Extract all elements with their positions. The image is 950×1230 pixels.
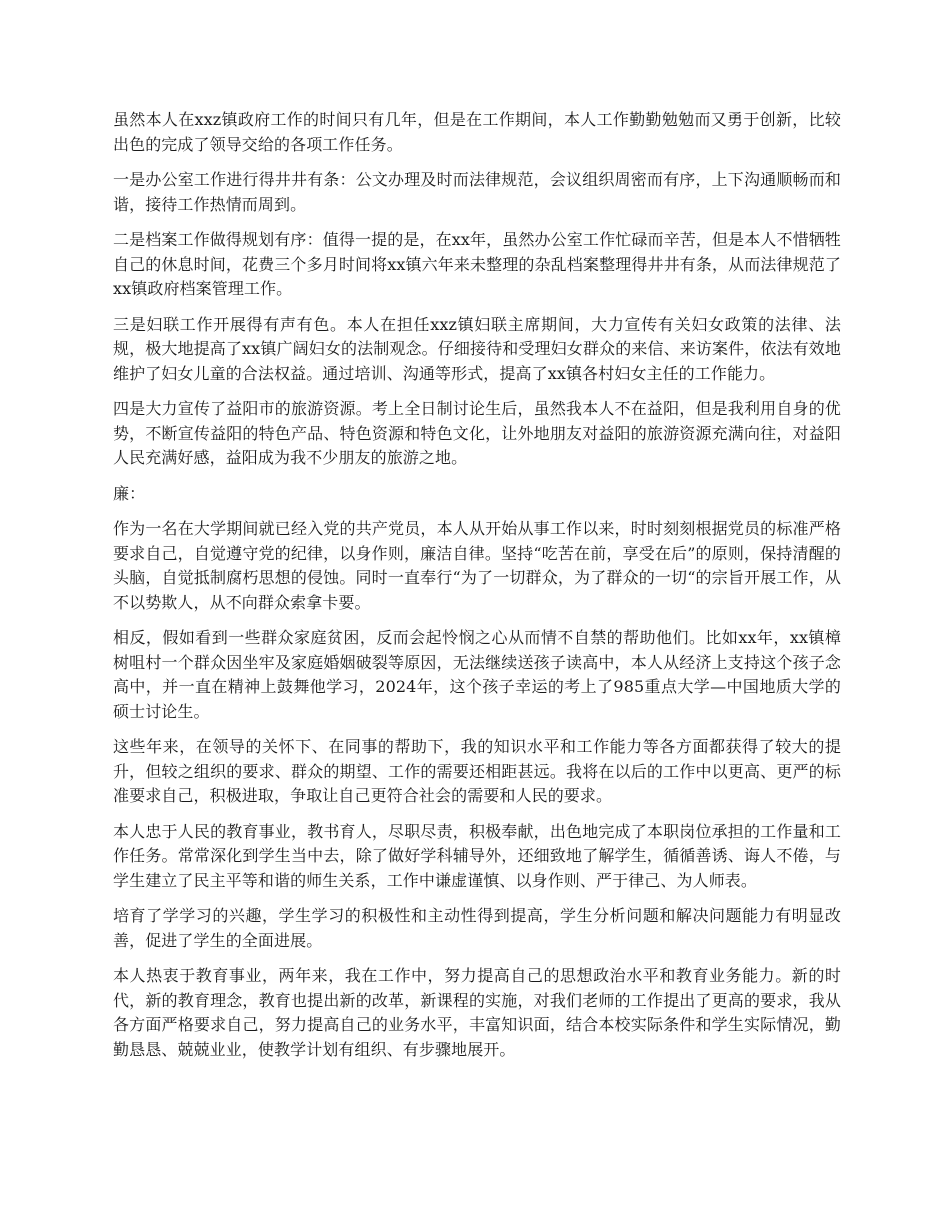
paragraph-5: 四是大力宣传了益阳市的旅游资源。考上全日制讨论生后，虽然我本人不在益阳，但是我利用自身的优势，不断宣传益阳的特色产品、特色资源和特色文化，让外地朋友对益阳的旅游资源充满向往，对益阳人民充满好感，益阳成为我不少朋友的旅游之地。 <box>113 399 841 467</box>
paragraph-8: 相反，假如看到一些群众家庭贫困，反而会起怜悯之心从而情不自禁的帮助他们。比如xx年，xx镇樟树咀村一个群众因坐牢及家庭婚姻破裂等原因，无法继续送孩子读高中，本人从经济上支持这个孩子念高中，并一直在精神上鼓舞他学习，2024年，这个孩子幸运的考上了985重点大学—中国地质大学的硕士讨论生。 <box>113 628 841 721</box>
paragraph-4: 三是妇联工作开展得有声有色。本人在担任xxz镇妇联主席期间，大力宣传有关妇女政策的法律、法规，极大地提高了xx镇广阔妇女的法制观念。仔细接待和受理妇女群众的来信、来访案件，依法有效地维护了妇女儿童的合法权益。通过培训、沟通等形式，提高了xx镇各村妇女主任的工作能力。 <box>113 314 841 383</box>
paragraph-2: 一是办公室工作进行得井井有条：公文办理及时而法律规范，会议组织周密而有序，上下沟通顺畅而和谐，接待工作热情而周到。 <box>113 170 841 214</box>
paragraph-3: 二是档案工作做得规划有序：值得一提的是，在xx年，虽然办公室工作忙碌而辛苦，但是本人不惜牺牲自己的休息时间，花费三个多月时间将xx镇六年来未整理的杂乱档案整理得井井有条，从而法律规范了xx镇政府档案管理工作。 <box>113 230 841 298</box>
paragraph-7: 作为一名在大学期间就已经入党的共产党员，本人从开始从事工作以来，时时刻刻根据党员的标准严格要求自己，自觉遵守党的纪律，以身作则，廉洁自律。坚持“吃苦在前，享受在后”的原则，保持清醒的头脑，自觉抵制腐朽思想的侵蚀。同时一直奉行“为了一切群众，为了群众的一切“的宗旨开展工作，从不以势欺人，从不向群众索拿卡要。 <box>113 519 841 612</box>
section-heading-lian: 廉： <box>113 483 146 503</box>
paragraph-11: 培育了学学习的兴趣，学生学习的积极性和主动性得到提高，学生分析问题和解决问题能力有明显改善，促进了学生的全面进展。 <box>113 906 841 950</box>
paragraph-9: 这些年来，在领导的关怀下、在同事的帮助下，我的知识水平和工作能力等各方面都获得了较大的提升，但较之组织的要求、群众的期望、工作的需要还相距甚远。我将在以后的工作中以更高、更严的标准要求自己，积极进取，争取让自己更符合社会的需要和人民的要求。 <box>113 737 841 805</box>
paragraph-1: 虽然本人在xxz镇政府工作的时间只有几年，但是在工作期间，本人工作勤勤勉勉而又勇于创新，比较出色的完成了领导交给的各项工作任务。 <box>113 110 841 154</box>
document-page <box>113 108 841 1073</box>
paragraph-12: 本人热衷于教育事业，两年来，我在工作中，努力提高自己的思想政治水平和教育业务能力。新的时代，新的教育理念，教育也提出新的改革，新课程的实施，对我们老师的工作提出了更高的要求，我从各方面严格要求自己，努力提高自己的业务水平，丰富知识面，结合本校实际条件和学生实际情况，勤勤恳恳、兢兢业业，使教学计划有组织、有步骤地展开。 <box>113 966 841 1059</box>
paragraph-10: 本人忠于人民的教育事业，教书育人，尽职尽责，积极奉献，出色地完成了本职岗位承担的工作量和工作任务。常常深化到学生当中去，除了做好学科辅导外，还细致地了解学生，循循善诱、诲人不倦，与学生建立了民主平等和谐的师生关系，工作中谦虚谨慎、以身作则、严于律己、为人师表。 <box>113 821 841 890</box>
